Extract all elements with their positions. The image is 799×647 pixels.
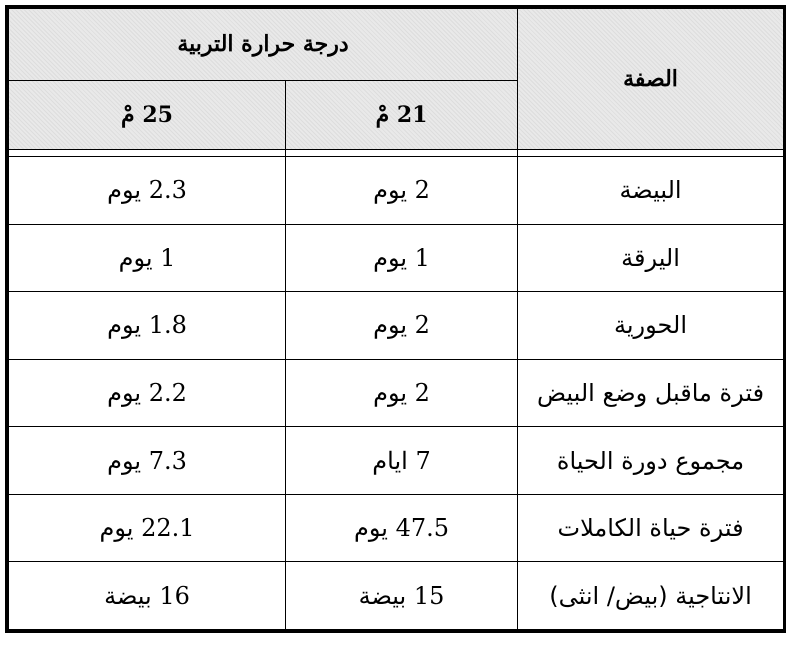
cell-25: 1.8 يوم	[9, 292, 286, 360]
table-row	[9, 224, 784, 292]
cell-25: 2.2 يوم	[9, 359, 286, 427]
row-label: مجموع دورة الحياة	[518, 427, 784, 495]
row-label: الحورية	[518, 292, 784, 360]
cell-21: 1 يوم	[286, 224, 518, 292]
cell-21: 47.5 يوم	[286, 494, 518, 562]
cell-21: 2 يوم	[286, 359, 518, 427]
header-temp-21	[286, 80, 518, 150]
cell-25: 1 يوم	[9, 224, 286, 292]
header-temp-25	[9, 80, 286, 150]
cell-25: 2.3 يوم	[9, 157, 286, 225]
header-group-label: درجة حرارة التربية	[177, 31, 349, 58]
header-group	[9, 9, 518, 81]
header-temp-21-label: 21 مْ	[375, 101, 428, 128]
cell-21: 15 بيضة	[286, 562, 518, 630]
cell-25: 16 بيضة	[9, 562, 286, 630]
row-label: البيضة	[518, 157, 784, 225]
cell-21: 2 يوم	[286, 157, 518, 225]
cell-21: 2 يوم	[286, 292, 518, 360]
header-attribute-label: الصفة	[623, 66, 678, 93]
cell-21: 7 ايام	[286, 427, 518, 495]
table-row	[9, 427, 784, 495]
table-row	[9, 157, 784, 225]
header-attribute	[518, 9, 784, 150]
cell-25: 7.3 يوم	[9, 427, 286, 495]
cell-25: 22.1 يوم	[9, 494, 286, 562]
table-row	[9, 359, 784, 427]
data-table	[8, 8, 784, 630]
table-row	[9, 292, 784, 360]
table-row	[9, 562, 784, 630]
row-label: فترة حياة الكاملات	[518, 494, 784, 562]
row-label: الانتاجية (بيض/ انثى)	[518, 562, 784, 630]
header-separator	[9, 150, 784, 157]
row-label: فترة ماقبل وضع البيض	[518, 359, 784, 427]
table-row	[9, 494, 784, 562]
row-label: اليرقة	[518, 224, 784, 292]
header-temp-25-label: 25 مْ	[121, 101, 173, 128]
